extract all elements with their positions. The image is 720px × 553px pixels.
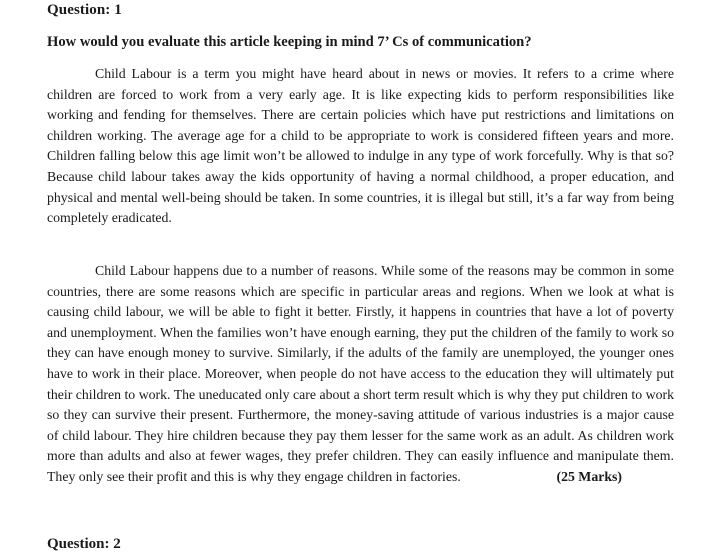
next-question-heading-cut-off: Question: 2 [47,536,121,552]
article-paragraph-1: Child Labour is a term you might have heard about in news or movies. It refers to a crime where children are forced to work from a very early age. It is like expecting kids to perform responsibilities like working and fending for themselves. There are certain policies which have put restrictions and limitations on children working. The average age for a child to be appropriate to work is considered fifteen years and more. Children falling below this age limit won’t be allowed to indulge in any type of work forcefully. Why is that so? Because child labour takes away the kids opportunity of having a normal childhood, a proper education, and physical and mental well-being should be taken. In some countries, it is illegal but still, it’s a far way from being completely eradicated. [47,66,674,226]
question-prompt: How would you evaluate this article keeping in mind 7’ Cs of communication? [47,34,532,50]
article-paragraph-2-text: Child Labour happens due to a number of reasons. While some of the reasons may be common in some countries, there are some reasons which are specific in particular areas and regions. When we look at what is causing child labour, we will be able to fight it better. Firstly, it happens in countries that have a lot of poverty and unemployment. When the families won’t have enough earning, they put the children of the family to work so they can have enough money to survive. Similarly, if the adults of the family are unemployed, the younger ones have to work in their place. Moreover, when people do not have access to the education they will ultimately put their children to work. The uneducated only care about a short term result which is why they put children to work so they can survive their present. Furthermore, the money-saving attitude of various industries is a major cause of child labour. They hire children because they pay them lesser for the same work as an adult. As children work more than adults and also at fewer wages, they prefer children. They can easily influence and manipulate them. They only see their profit and this is why they engage children in factories. [47,263,674,484]
marks-label: (25 Marks) [556,468,622,484]
article-paragraph-2 [47,261,674,488]
question-number: Question: 1 [47,2,122,18]
